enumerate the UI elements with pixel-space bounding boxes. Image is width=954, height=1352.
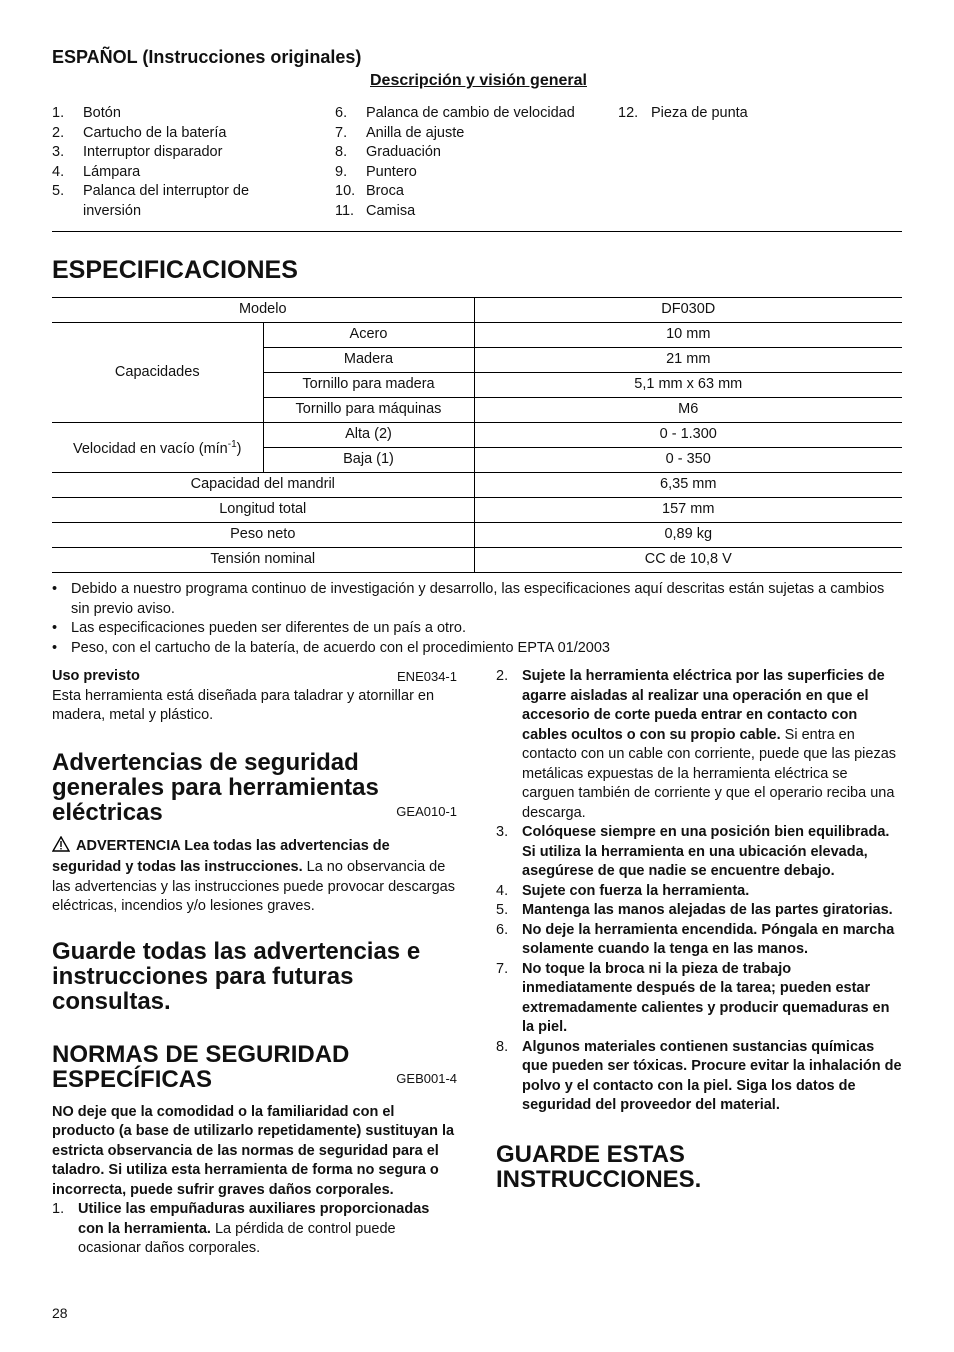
specs-table (52, 297, 902, 573)
list-item: 10. Broca (335, 183, 404, 199)
table-row: Tornillo para máquinas M6 (52, 398, 902, 423)
keep-warnings-heading: Guarde todas las advertencias e instrucciones para futuras consultas. (52, 937, 421, 1015)
list-item: 4. Lámpara (52, 163, 141, 180)
list-item: 8. Graduación (335, 144, 441, 160)
specific-rules-intro: NO deje que la comodidad o la familiaridad con el producto (a base de utilizarlo repetidamente) sustituyan la estricta observancia de las normas de seguridad para el taladro. Si utiliza esta herramienta de forma no segura o incorrecta, puede sufrir graves daños corporales. (52, 1103, 455, 1198)
parts-column-3 (618, 104, 818, 124)
list-item: 4. Sujete con fuerza la herramienta. (496, 882, 750, 899)
list-item: 1. Utilice las empuñaduras auxiliares proporcionadas con la herramienta. La pérdida de control puede ocasionar daños corporales. (52, 1201, 430, 1256)
left-column (52, 667, 457, 1259)
specs-title: ESPECIFICACIONES (52, 256, 298, 284)
specific-rules-heading: NORMAS DE SEGURIDAD ESPECÍFICAS GEB001-4 (52, 1040, 457, 1093)
page-number: 28 (52, 1305, 68, 1321)
save-instructions-heading: GUARDE ESTAS INSTRUCCIONES. (496, 1140, 702, 1193)
parts-column-1 (52, 104, 322, 221)
table-row: Longitud total 157 mm (52, 498, 902, 523)
list-item: 7. No toque la broca ni la pieza de trabajo inmediatamente después de la tarea; pueden estar extremadamente calientes y producir quemaduras en la piel. (496, 960, 890, 1035)
list-item: 3. Interruptor disparador (52, 144, 223, 160)
table-row: Madera 21 mm (52, 348, 902, 373)
intended-use-heading: Uso previsto ENE034-1 (52, 668, 457, 684)
parts-column-2 (335, 104, 615, 221)
table-row: Baja (1) 0 - 350 (52, 448, 902, 473)
table-row: Velocidad en vacío (mín$^{-1}$) Alta (2) 0 - 1.300 (52, 423, 902, 448)
intended-use-text: Esta herramienta está diseñada para taladrar y atornillar en madera, metal y plástico. (52, 687, 435, 723)
table-row: Tornillo para madera 5,1 mm x 63 mm (52, 373, 902, 398)
table-row: Modelo DF030D (52, 298, 902, 323)
list-item: • Las especificaciones pueden ser diferentes de un país a otro. (52, 620, 466, 636)
list-item: 5. Palanca del interruptor de inversión (52, 183, 250, 219)
list-item: 12. Pieza de punta (618, 105, 748, 121)
overview-title: Descripción y visión general (370, 72, 587, 89)
list-item: 9. Puntero (335, 163, 417, 180)
warning-triangle-icon (52, 836, 70, 859)
list-item: • Debido a nuestro programa continuo de investigación y desarrollo, las especificaciones aquí descritas están sujetas a cambios sin previo aviso. (52, 581, 885, 617)
list-item: 7. Anilla de ajuste (335, 124, 465, 141)
speed-label: Velocidad en vacío (mín$^{-1}$) (52, 423, 263, 473)
language-heading: ESPAÑOL (Instrucciones originales) (52, 47, 362, 67)
spec-notes (52, 580, 902, 658)
right-column (496, 667, 902, 1192)
list-item: 5. Mantenga las manos alejadas de las partes giratorias. (496, 902, 893, 918)
section-divider (52, 231, 902, 232)
general-warnings-heading: Advertencias de seguridad generales para herramientas eléctricas GEA010-1 (52, 748, 457, 826)
list-item: • Peso, con el cartucho de la batería, de acuerdo con el procedimiento EPTA 01/2003 (52, 639, 610, 656)
table-row: Capacidades Acero 10 mm (52, 323, 902, 348)
list-item: 11. Camisa (335, 202, 416, 219)
list-item: 8. Algunos materiales contienen sustancias químicas que pueden ser tóxicas. Procure evitar la inhalación de polvo y el contacto con la piel. Siga los datos de seguridad del proveedor del material. (496, 1038, 902, 1113)
table-row: Capacidad del mandril 6,35 mm (52, 473, 902, 498)
list-item: 1. Botón (52, 105, 121, 121)
list-item: 6. Palanca de cambio de velocidad (335, 105, 575, 121)
list-item: 3. Colóquese siempre en una posición bien equilibrada. Si utiliza la herramienta en una ubicación elevada, asegúrese de que nadie se encuentre debajo. (496, 824, 890, 879)
table-row: Tensión nominal CC de 10,8 V (52, 548, 902, 573)
list-item: 2. Cartucho de la batería (52, 124, 227, 141)
table-row: Peso neto 0,89 kg (52, 523, 902, 548)
list-item: 6. No deje la herramienta encendida. Póngala en marcha solamente cuando la tenga en las manos. (496, 921, 895, 957)
general-warning-text: ADVERTENCIA Lea todas las advertencias de seguridad y todas las instrucciones. La no observancia de las advertencias y las instrucciones puede provocar descargas eléctricas, incendios y/o lesiones graves. (52, 837, 455, 914)
list-item: 2. Sujete la herramienta eléctrica por las superficies de agarre aisladas al realizar una operación en que el accesorio de corte pueda entrar en contacto con cables ocultos o con su propio cable. Si entra en contacto con un cable con corriente, puede que las piezas metálicas expuestas de la herramienta eléctrica se carguen también de corriente y que el operario reciba una descarga. (496, 668, 897, 821)
